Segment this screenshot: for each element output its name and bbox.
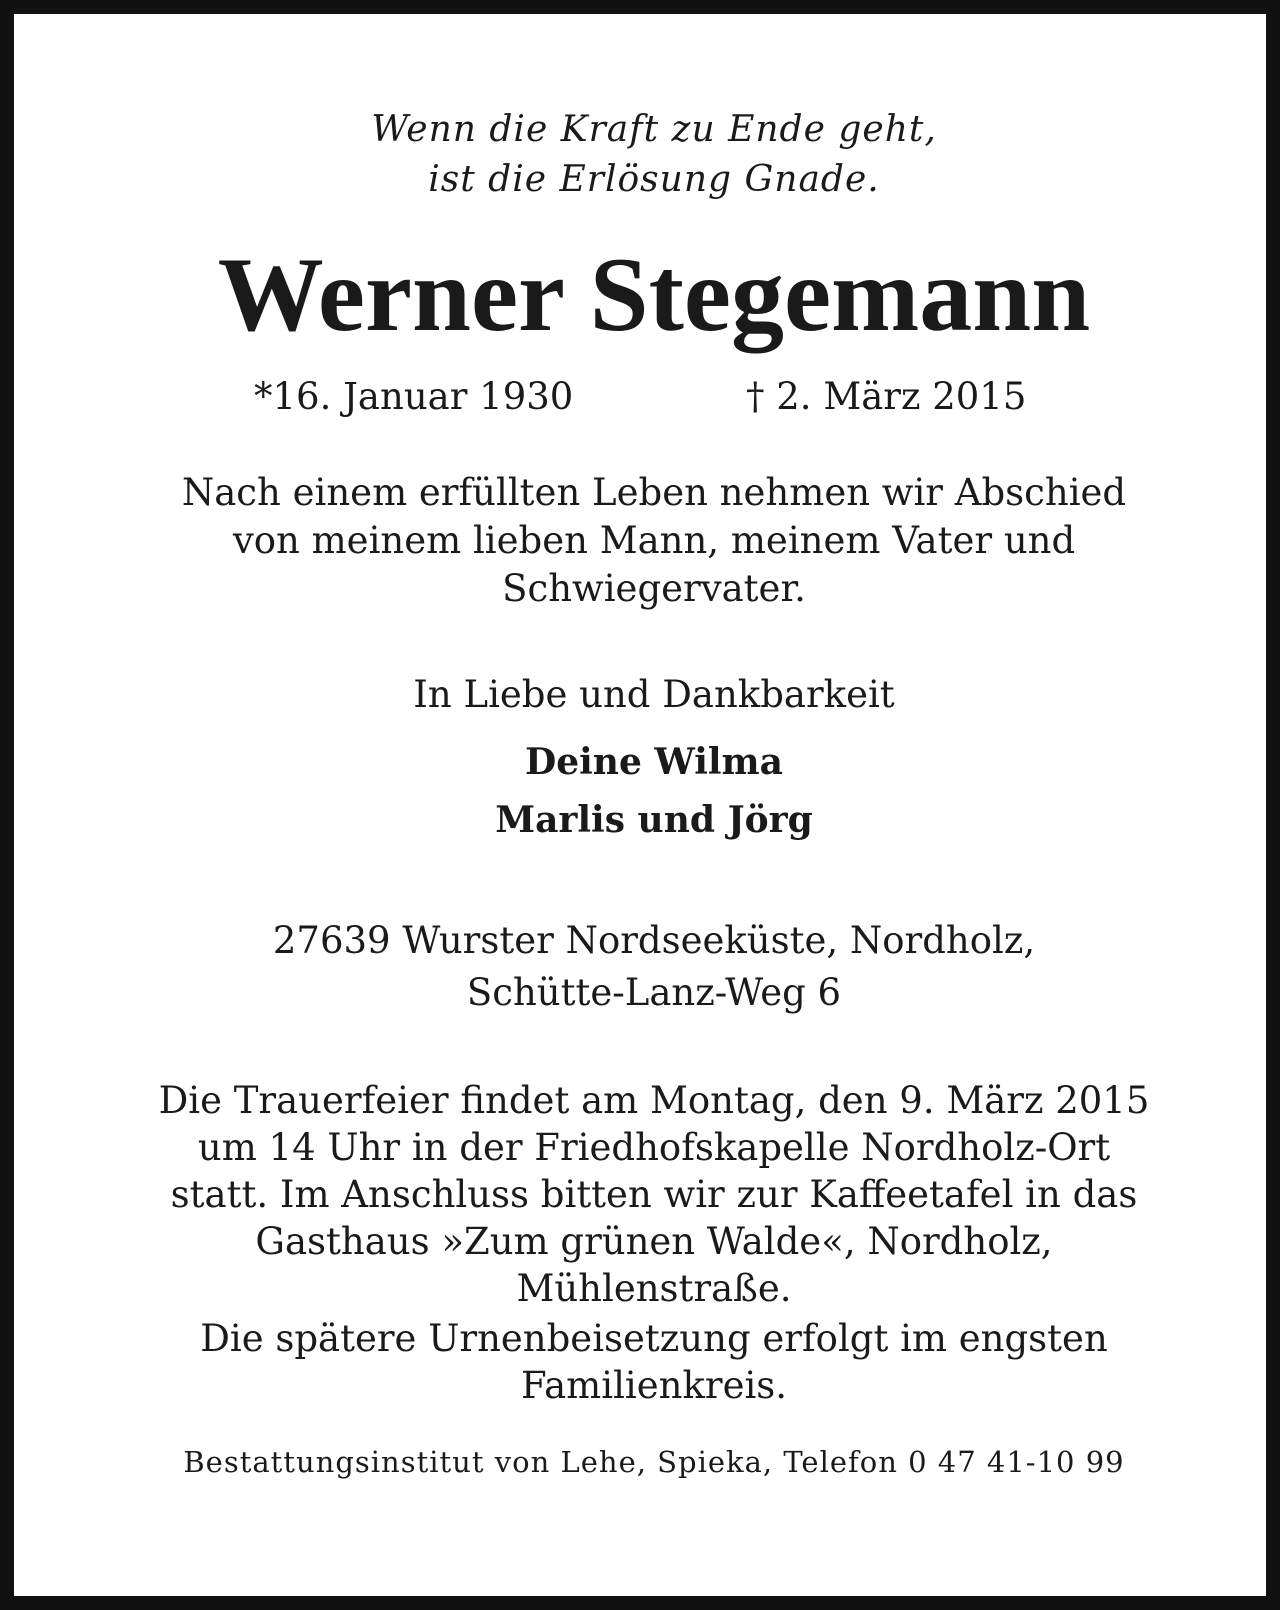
farewell-line-1: Nach einem erfüllten Leben nehmen wir Abschied — [181, 471, 1127, 514]
farewell-line-3: Schwiegervater. — [502, 567, 806, 610]
funeral-home-line: Bestattungsinstitut von Lehe, Spieka, Telefon 0 47 41-10 99 — [183, 1445, 1125, 1479]
ceremony-line-3: statt. Im Anschluss bitten wir zur Kaffeetafel in das — [170, 1173, 1138, 1216]
obituary-content — [28, 28, 1280, 1610]
address-line-2: Schütte-Lanz-Weg 6 — [466, 971, 842, 1014]
ceremony-line-1: Die Trauerfeier findet am Montag, den 9. März 2015 — [158, 1079, 1150, 1122]
burial-line-2: Familienkreis. — [520, 1364, 788, 1407]
quote-line-2: ist die Erlösung Gnade. — [428, 159, 880, 200]
farewell-line-2: von meinem lieben Mann, meinem Vater und — [232, 519, 1076, 562]
ceremony-line-4: Gasthaus »Zum grünen Walde«, Nordholz, — [255, 1220, 1053, 1263]
mourner-2: Marlis und Jörg — [495, 799, 813, 841]
ceremony-line-2: um 14 Uhr in der Friedhofskapelle Nordholz-Ort — [197, 1126, 1111, 1169]
mourner-1: Deine Wilma — [525, 741, 783, 783]
quote-line-1: Wenn die Kraft zu Ende geht, — [371, 109, 937, 150]
ceremony-line-5: Mühlenstraße. — [516, 1267, 792, 1310]
death-date: † 2. März 2015 — [746, 375, 1027, 418]
closing-line: In Liebe und Dankbarkeit — [413, 673, 895, 716]
burial-line-1: Die spätere Urnenbeisetzung erfolgt im engsten — [200, 1317, 1108, 1360]
birth-date: *16. Januar 1930 — [254, 375, 574, 418]
deceased-name: Werner Stegemann — [217, 236, 1091, 353]
address-line-1: 27639 Wurster Nordseeküste, Nordholz, — [272, 919, 1036, 962]
